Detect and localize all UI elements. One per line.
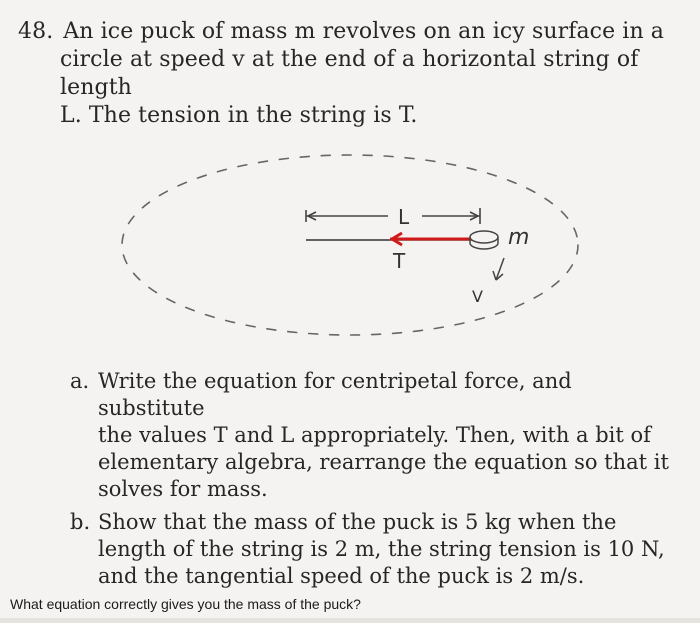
tension-arrow — [390, 233, 475, 245]
problem-line-1: An ice puck of mass m revolves on an icy surface in a — [63, 19, 665, 44]
problem-line-3: L. The tension in the string is T. — [60, 103, 418, 128]
part-a-line-4: solves for mass. — [98, 477, 268, 501]
length-label: L — [398, 205, 410, 229]
length-dimension — [306, 208, 480, 224]
problem-statement — [18, 18, 688, 130]
problem-number: 48. — [18, 19, 54, 44]
velocity-arrow — [493, 258, 504, 280]
part-a-label: a. — [70, 369, 90, 393]
part-b-line-1: Show that the mass of the puck is 5 kg when the — [98, 510, 617, 534]
circular-motion-diagram — [110, 140, 580, 350]
velocity-label: V — [472, 287, 483, 306]
question-parts — [70, 368, 680, 596]
mass-label: m — [508, 225, 530, 250]
problem-line-2: circle at speed v at the end of a horizontal string of length — [60, 47, 639, 100]
part-b-line-3: and the tangential speed of the puck is 2 m/s. — [98, 564, 585, 588]
part-a-line-3: elementary algebra, rearrange the equation so that it — [98, 450, 669, 474]
tension-label: T — [393, 249, 406, 273]
puck — [470, 231, 498, 249]
part-b-line-2: length of the string is 2 m, the string tension is 10 N, — [98, 537, 665, 561]
bottom-divider — [0, 618, 700, 623]
part-a-line-1: Write the equation for centripetal force, and substitute — [98, 369, 572, 420]
part-a — [70, 368, 680, 503]
follow-up-question: What equation correctly gives you the mass of the puck? — [10, 596, 361, 612]
part-a-line-2: the values T and L appropriately. Then, with a bit of — [98, 423, 651, 447]
part-b-label: b. — [70, 510, 91, 534]
part-b — [70, 509, 680, 590]
